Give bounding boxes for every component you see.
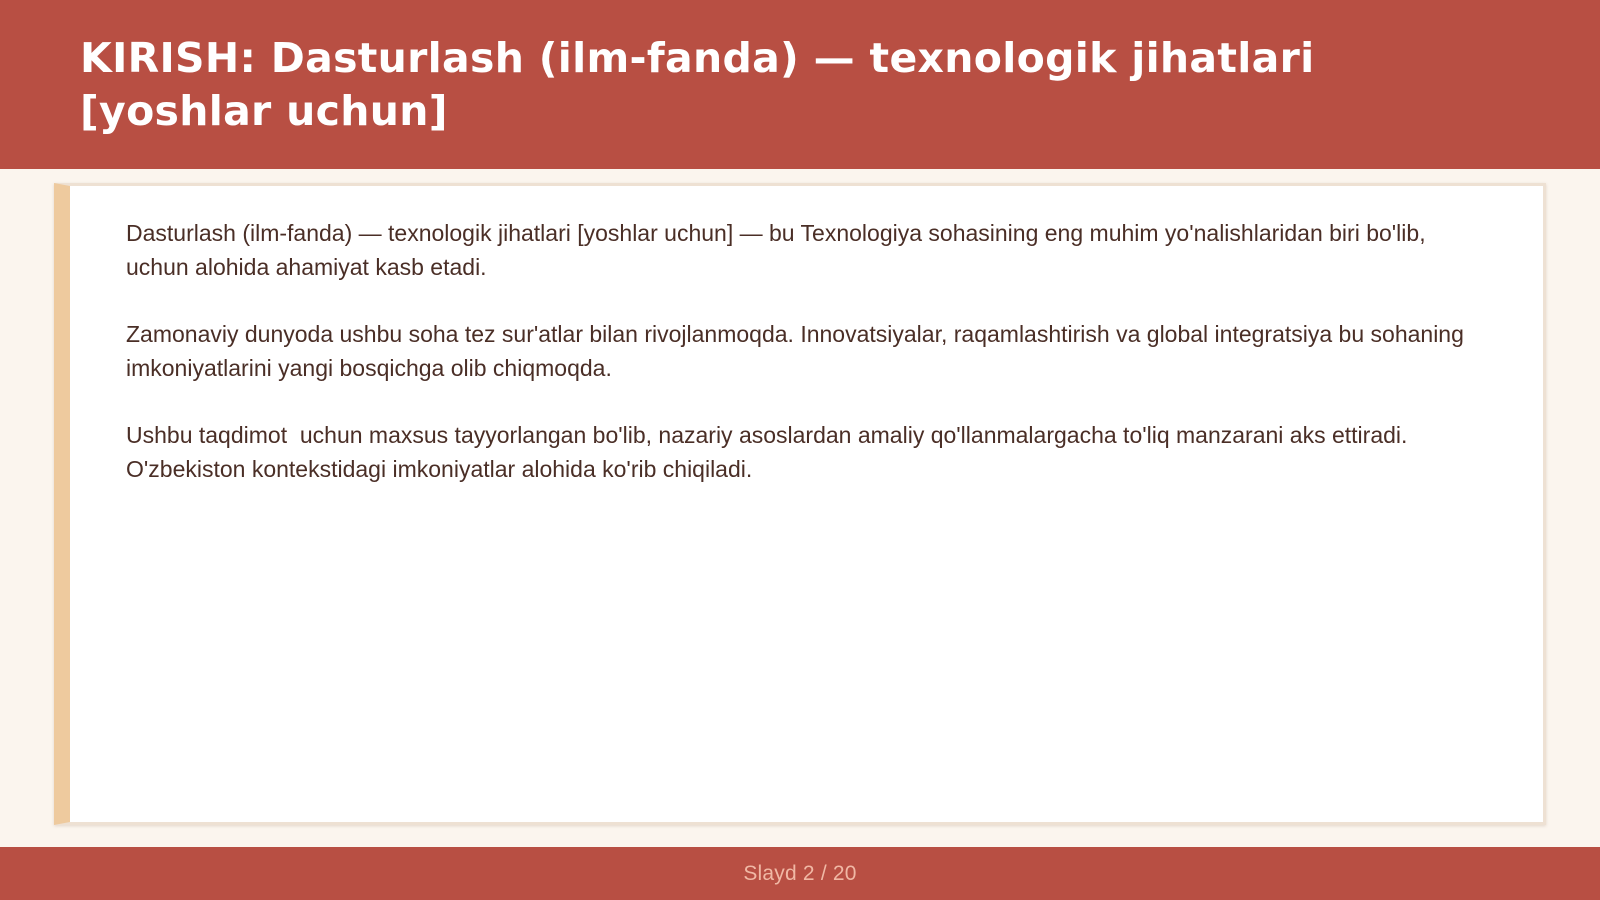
slide-header — [0, 0, 1600, 169]
slide-footer — [0, 847, 1600, 900]
intro-paragraph-2: Zamonaviy dunyoda ushbu soha tez sur'atlar bilan rivojlanmoqda. Innovatsiyalar, raqamlashtirish va global integratsiya bu sohaning imkoniyatlarini yangi bosqichga olib chiqmoqda. — [126, 321, 1471, 381]
intro-paragraph-3: Ushbu taqdimot uchun maxsus tayyorlangan bo'lib, nazariy asoslardan amaliy qo'llanmalargacha to'liq manzarani aks ettiradi. O'zbekiston kontekstidagi imkoniyatlar alohida ko'rib chiqiladi. — [126, 422, 1414, 482]
slide-number: Slayd 2 / 20 — [743, 861, 857, 885]
content-card — [54, 183, 1546, 825]
slide-title: KIRISH: Dasturlash (ilm-fanda) — texnologik jihatlari [yoshlar uchun] — [80, 34, 1315, 135]
intro-paragraph-1: Dasturlash (ilm-fanda) — texnologik jihatlari [yoshlar uchun] — bu Texnologiya sohasining eng muhim yo'nalishlaridan biri bo'lib, uchun alohida ahamiyat kasb etadi. — [126, 220, 1439, 280]
